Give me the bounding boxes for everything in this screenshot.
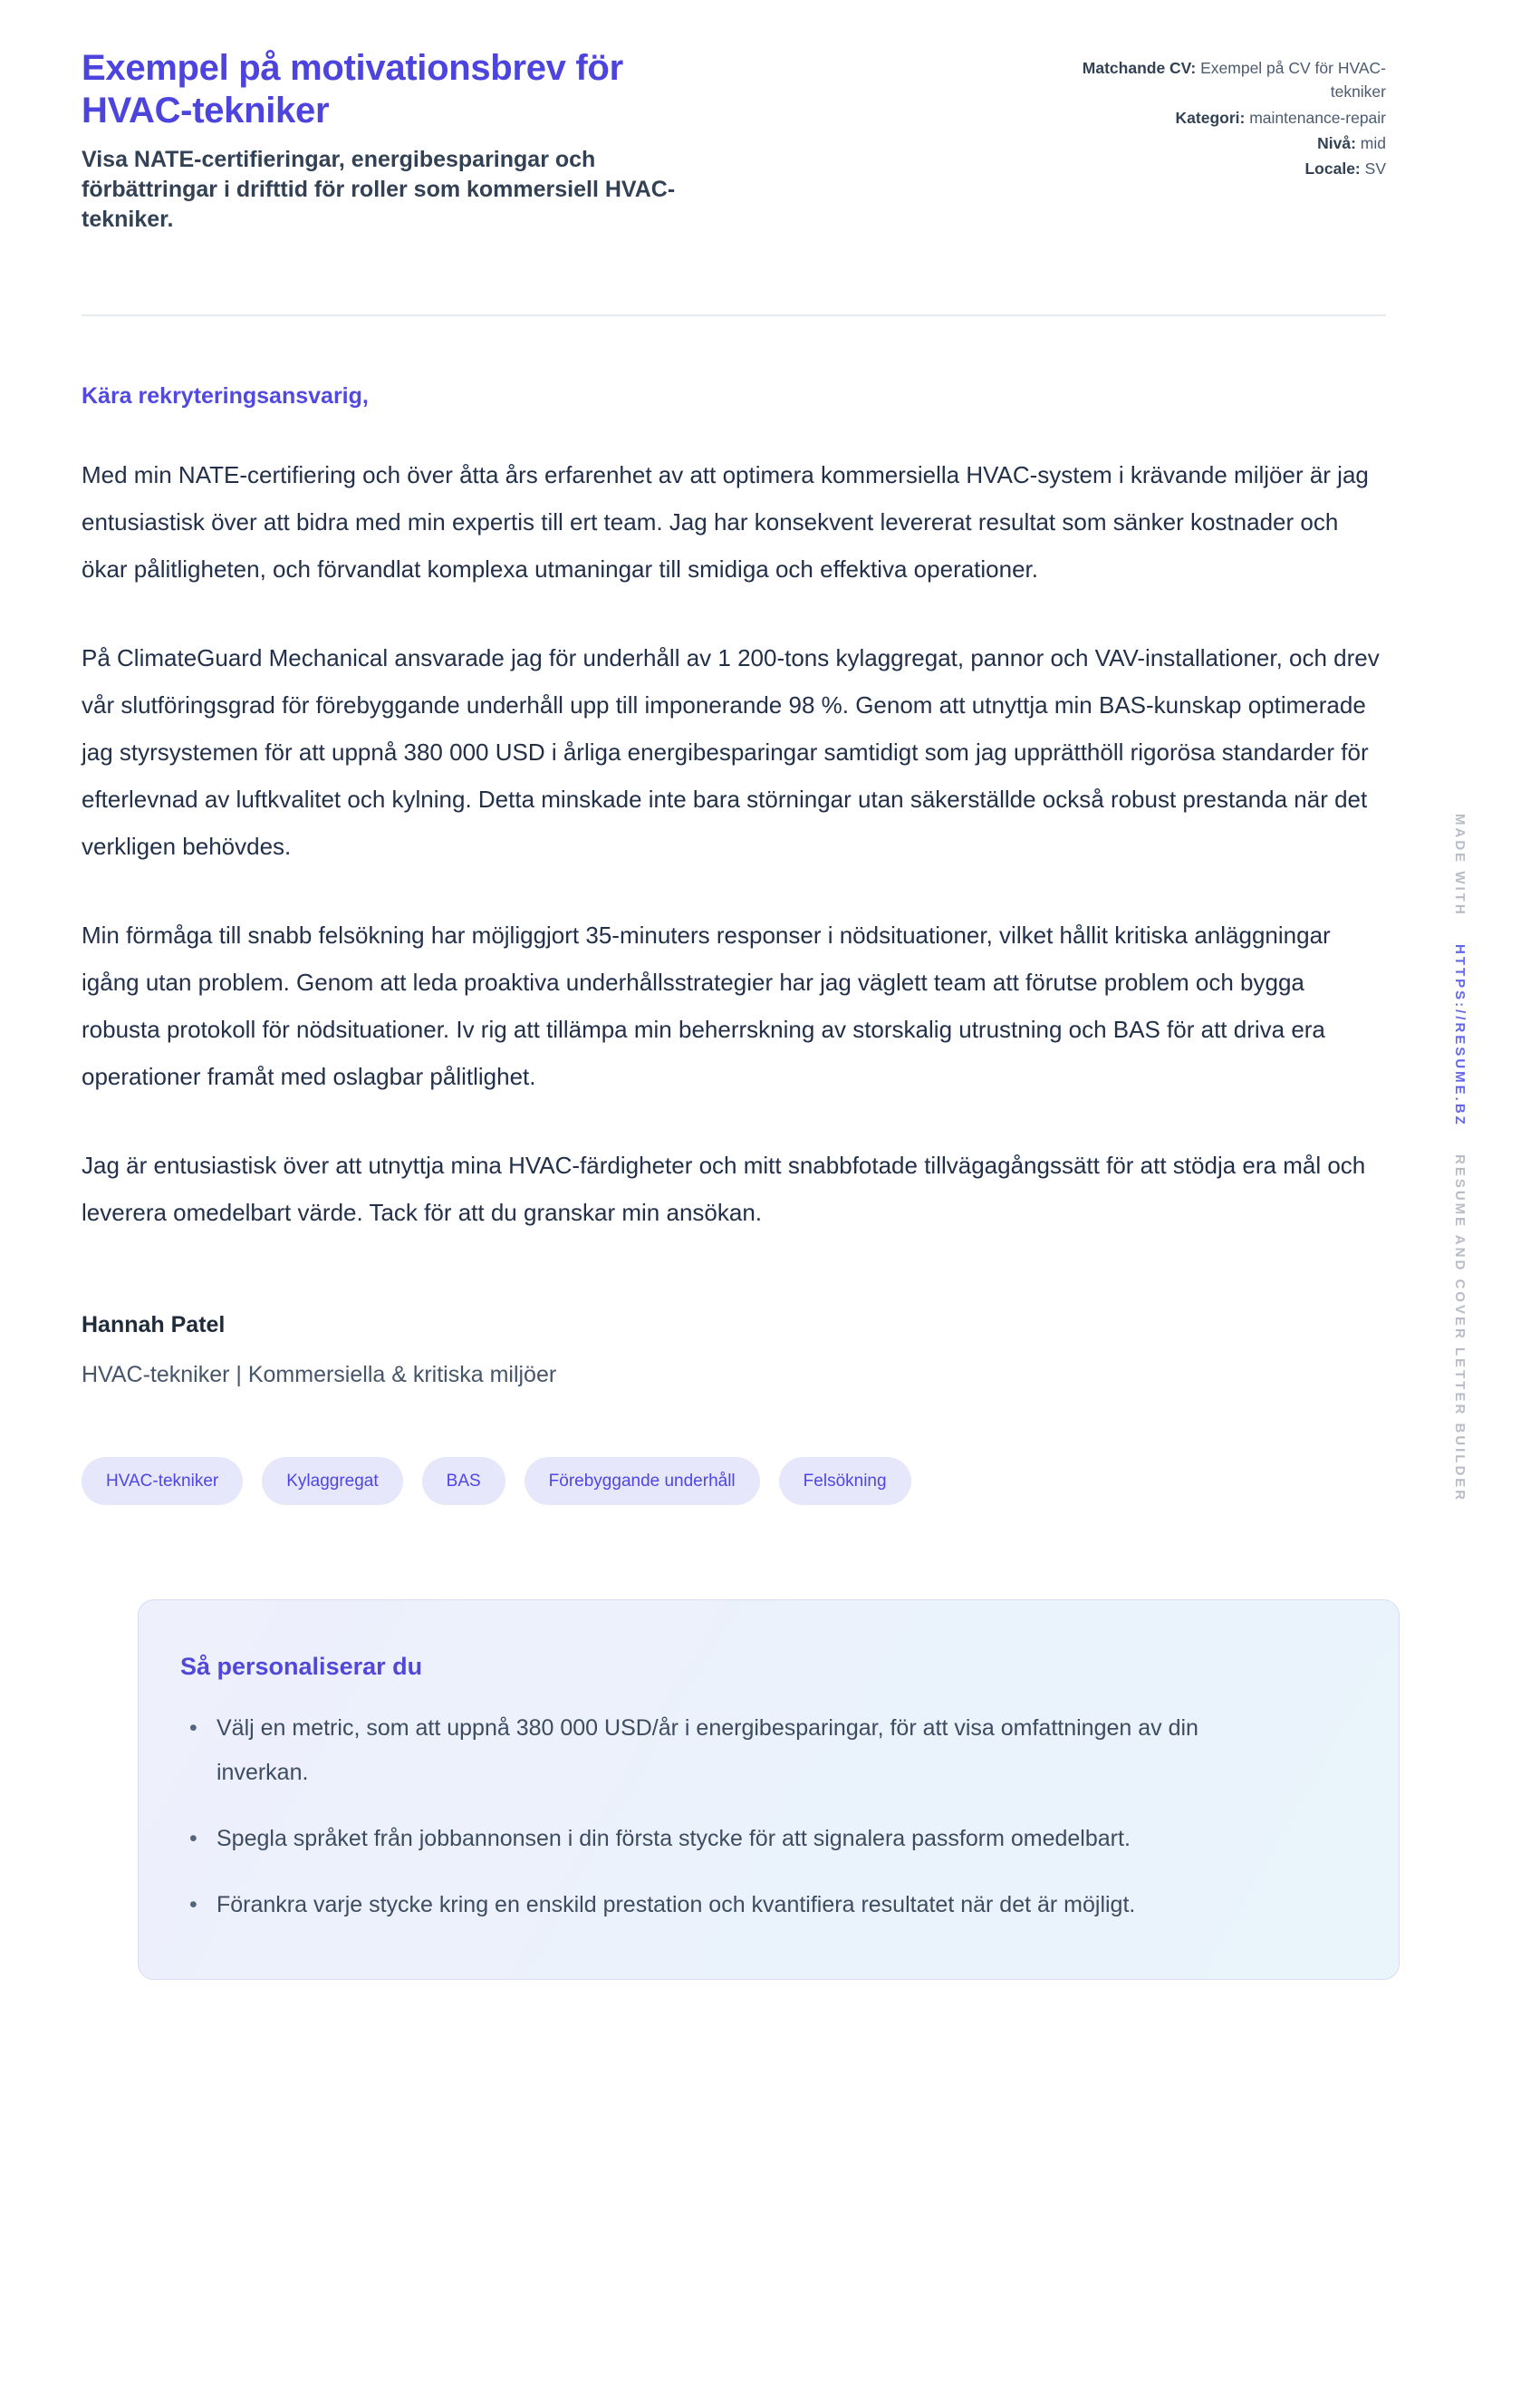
side-watermark: [1452, 814, 1468, 1502]
personalization-tips-box: [138, 1599, 1400, 1980]
meta-value: SV: [1364, 159, 1386, 178]
signature-name: Hannah Patel: [82, 1312, 226, 1338]
page-header: [82, 47, 1386, 235]
tag-pill-kylaggregat[interactable]: Kylaggregat: [262, 1457, 402, 1505]
callout-title: Så personaliserar du: [180, 1653, 423, 1681]
callout-bullet-text: Spegla språket från jobbannonsen i din första stycke för att signalera passform omedelbart.: [217, 1825, 1131, 1851]
tag-list: [82, 1457, 1386, 1505]
cover-letter-page: [82, 0, 1386, 1980]
meta-value: maintenance-repair: [1249, 108, 1386, 127]
watermark-made-with: MADE WITH: [1452, 814, 1468, 917]
meta-row-level: [1082, 131, 1386, 155]
meta-row-matching-cv: [1082, 56, 1386, 104]
signature-title: HVAC-tekniker | Kommersiella & kritiska miljöer: [82, 1362, 557, 1388]
letter-paragraph: Min förmåga till snabb felsökning har möjliggjort 35-minuters responser i nödsituationer, vilket hållit kritiska anläggningar igång utan problem. Genom att leda proaktiva underhållsstrategier har jag väglett team att förutse problem och bygga robusta protokoll för nödsituationer. Iv rig att tillämpa min beherrskning av storskalig utrustning och BAS för att driva era operationer framåt med oslagbar pålitlighet.: [82, 922, 1331, 1091]
meta-value: Exempel på CV för HVAC-tekniker: [1200, 59, 1386, 101]
callout-bullet: [180, 1706, 1295, 1795]
watermark-suffix: RESUME AND COVER LETTER BUILDER: [1452, 1154, 1468, 1502]
watermark-url: HTTPS://RESUME.BZ: [1452, 943, 1468, 1127]
callout-bullet-list: [180, 1706, 1344, 1926]
header-divider: [82, 314, 1386, 316]
meta-label: Matchande CV:: [1082, 59, 1197, 77]
callout-bullet-text: Välj en metric, som att uppnå 380 000 USD/år i energibesparingar, för att visa omfattningen av din inverkan.: [217, 1715, 1198, 1786]
meta-label: Nivå:: [1317, 133, 1356, 152]
letter-paragraph: Med min NATE-certifiering och över åtta års erfarenhet av att optimera kommersiella HVAC-system i krävande miljöer är jag entusiastisk över att bidra med min expertis till ert team. Jag har konsekvent levererat resultat som sänker kostnader och ökar pålitligheten, och förvandlat komplexa utmaningar till smidiga och effektiva operationer.: [82, 461, 1369, 584]
callout-bullet: [180, 1817, 1295, 1861]
bullet-dot-icon: •: [189, 1891, 197, 1917]
bullet-dot-icon: •: [189, 1825, 197, 1851]
letter-greeting: Kära rekryteringsansvarig,: [82, 383, 369, 410]
meta-row-locale: [1082, 157, 1386, 180]
callout-bullet-text: Förankra varje stycke kring en enskild prestation och kvantifiera resultatet när det är möjligt.: [217, 1891, 1136, 1917]
tag-pill-bas[interactable]: BAS: [422, 1457, 505, 1505]
tag-pill-hvac-tekniker[interactable]: HVAC-tekniker: [82, 1457, 243, 1505]
header-title-block: [82, 47, 698, 235]
letter-paragraph: På ClimateGuard Mechanical ansvarade jag för underhåll av 1 200-tons kylaggregat, pannor och VAV-installationer, och drev vår slutföringsgrad för förebyggande underhåll upp till imponerande 98 %. Genom att utnyttja min BAS-kunskap optimerade jag styrsystemen för att uppnå 380 000 USD i årliga energibesparingar samtidigt som jag upprätthöll rigorösa standarder för efterlevnad av luftkvalitet och kylning. Detta minskade inte bara störningar utan säkerställde också robust prestanda när det verkligen behövdes.: [82, 644, 1380, 861]
tag-pill-felsokning[interactable]: Felsökning: [779, 1457, 911, 1505]
meta-label: Kategori:: [1175, 108, 1246, 127]
meta-label: Locale:: [1304, 159, 1361, 178]
callout-bullet: [180, 1883, 1295, 1927]
bullet-dot-icon: •: [189, 1715, 197, 1742]
letter-paragraph: Jag är entusiastisk över att utnyttja mina HVAC-färdigheter och mitt snabbfotade tillvägagångssätt för att stödja era mål och leverera omedelbart värde. Tack för att du granskar min ansökan.: [82, 1152, 1366, 1227]
meta-panel: [1082, 47, 1386, 182]
meta-row-category: [1082, 106, 1386, 130]
meta-value: mid: [1360, 133, 1386, 152]
tag-pill-forebyggande-underhall[interactable]: Förebyggande underhåll: [525, 1457, 760, 1505]
page-title: Exempel på motivationsbrev för HVAC-tekniker: [82, 48, 623, 131]
page-subtitle: Visa NATE-certifieringar, energibesparingar och förbättringar i drifttid för roller som kommersiell HVAC-tekniker.: [82, 147, 676, 233]
